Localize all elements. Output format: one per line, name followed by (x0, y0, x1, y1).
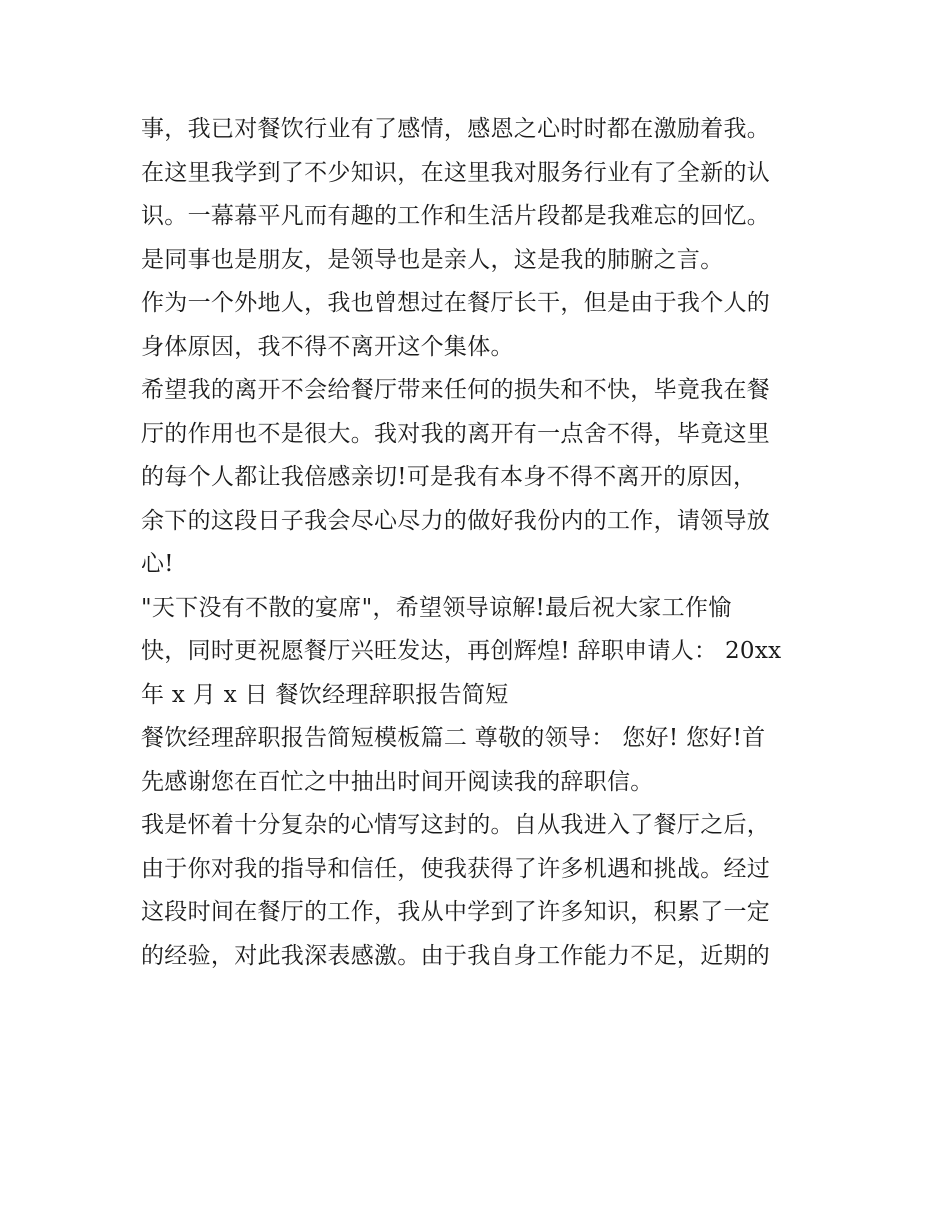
text-line: 餐饮经理辞职报告简短模板篇二 尊敬的领导： 您好! 您好!首 (141, 725, 766, 751)
document-body (141, 108, 821, 978)
text-line: 由于你对我的指导和信任，使我获得了许多机遇和挑战。经过 (141, 855, 771, 882)
text-line: 的每个人都让我倍感亲切!可是我有本身不得不离开的原因， (141, 464, 757, 490)
text-line: 这段时间在餐厅的工作，我从中学到了许多知识，积累了一定 (141, 899, 771, 925)
text-line: 先感谢您在百忙之中抽出时间开阅读我的辞职信。 (141, 768, 654, 795)
text-line: "天下没有不散的宴席"，希望领导谅解!最后祝大家工作愉 (141, 594, 732, 621)
text-line: 作为一个外地人，我也曾想过在餐厅长干，但是由于我个人的 (141, 290, 771, 316)
text-line: 在这里我学到了不少知识，在这里我对服务行业有了全新的认 (141, 159, 771, 186)
text-line: 年 x 月 x 日 餐饮经理辞职报告简短 (141, 681, 509, 708)
text-line: 心! (141, 551, 174, 577)
text-line: 事，我已对餐饮行业有了感情，感恩之心时时都在激励着我。 (141, 116, 771, 142)
text-line: 是同事也是朋友，是领导也是亲人，这是我的肺腑之言。 (141, 246, 724, 273)
text-line: 快，同时更祝愿餐厅兴旺发达，再创辉煌! 辞职申请人： 20xx (141, 638, 782, 664)
text-line: 我是怀着十分复杂的心情写这封的。自从我进入了餐厅之后， (141, 812, 771, 838)
text-line: 的经验，对此我深表感激。由于我自身工作能力不足，近期的 (141, 942, 771, 969)
text-line: 希望我的离开不会给餐厅带来任何的损失和不快，毕竟我在餐 (141, 377, 771, 403)
text-line: 余下的这段日子我会尽心尽力的做好我份内的工作，请领导放 (141, 507, 771, 534)
text-line: 厅的作用也不是很大。我对我的离开有一点舍不得，毕竟这里 (141, 420, 771, 447)
text-line: 身体原因，我不得不离开这个集体。 (141, 333, 514, 360)
text-line: 识。一幕幕平凡而有趣的工作和生活片段都是我难忘的回忆。 (141, 203, 771, 229)
